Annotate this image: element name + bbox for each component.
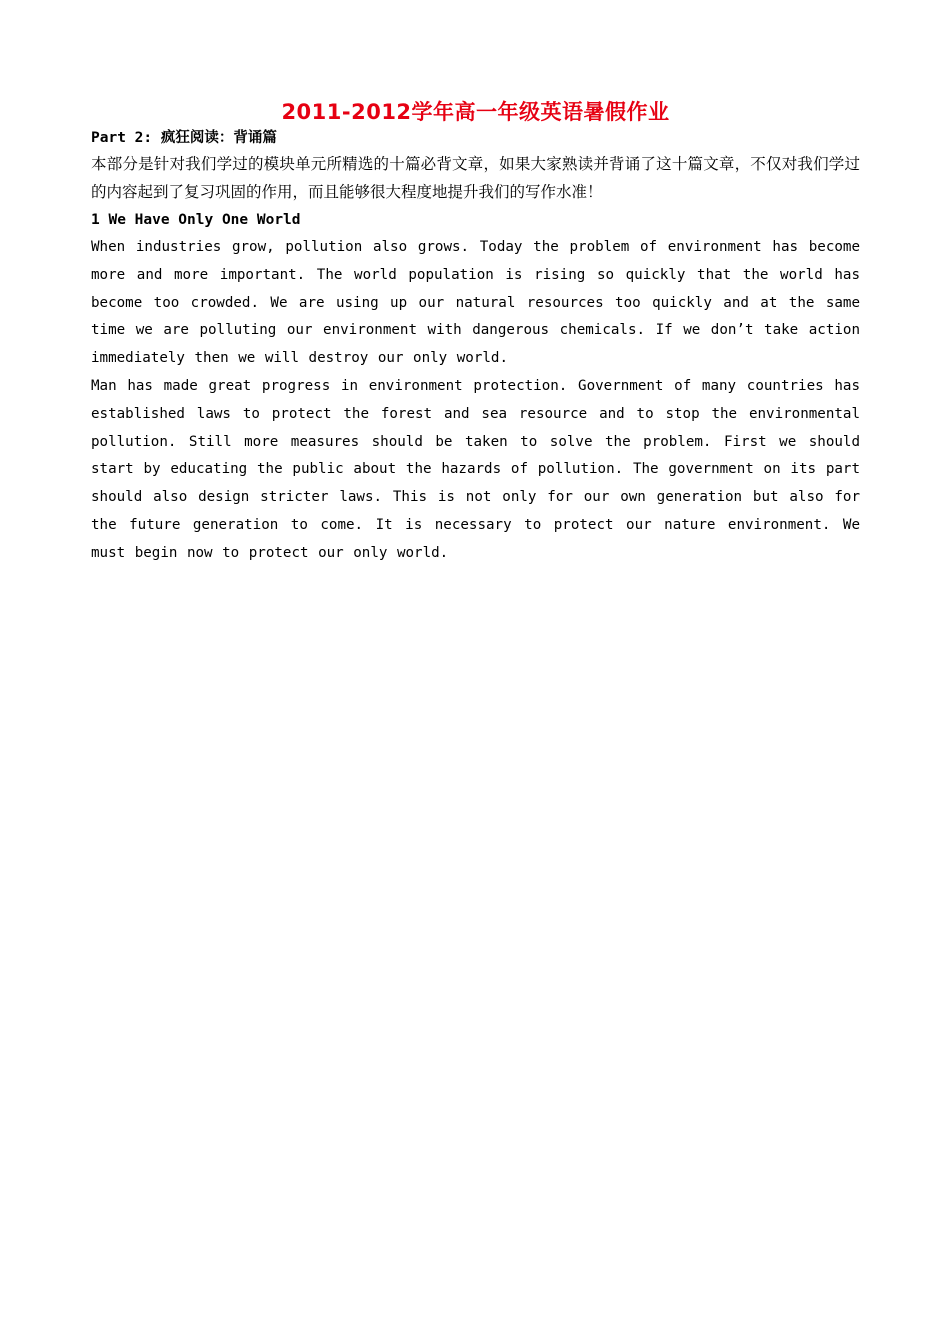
body-paragraph: When industries grow, pollution also grows. Today the problem of environment has become more and more important. The world population is rising so quickly that the world has become too crowded. We are using up our natural resources too quickly and at the same time we are polluting our environment with dangerous chemicals. If we don’t take action immediately then we will destroy our only world. (91, 239, 860, 367)
part-heading: Part 2: 疯狂阅读：背诵篇 (91, 130, 277, 146)
intro-paragraph: 本部分是针对我们学过的模块单元所精选的十篇必背文章，如果大家熟读并背诵了这十篇文章，不仅对我们学过的内容起到了复习巩固的作用，而且能够很大程度地提升我们的写作水准！ (91, 155, 860, 201)
section-heading: 1 We Have Only One World (91, 212, 301, 228)
document-title: 2011-2012学年高一年级英语暑假作业 (281, 100, 670, 124)
document-page (91, 98, 860, 568)
body-paragraph: Man has made great progress in environment protection. Government of many countries has established laws to protect the forest and sea resource and to stop the environmental pollution. Still more measures should be taken to solve the problem. First we should start by educating the public about the hazards of pollution. The government on its part should also design stricter laws. This is not only for our own generation but also for the future generation to come. It is necessary to protect our nature environment. We must begin now to protect our only world. (91, 377, 860, 561)
